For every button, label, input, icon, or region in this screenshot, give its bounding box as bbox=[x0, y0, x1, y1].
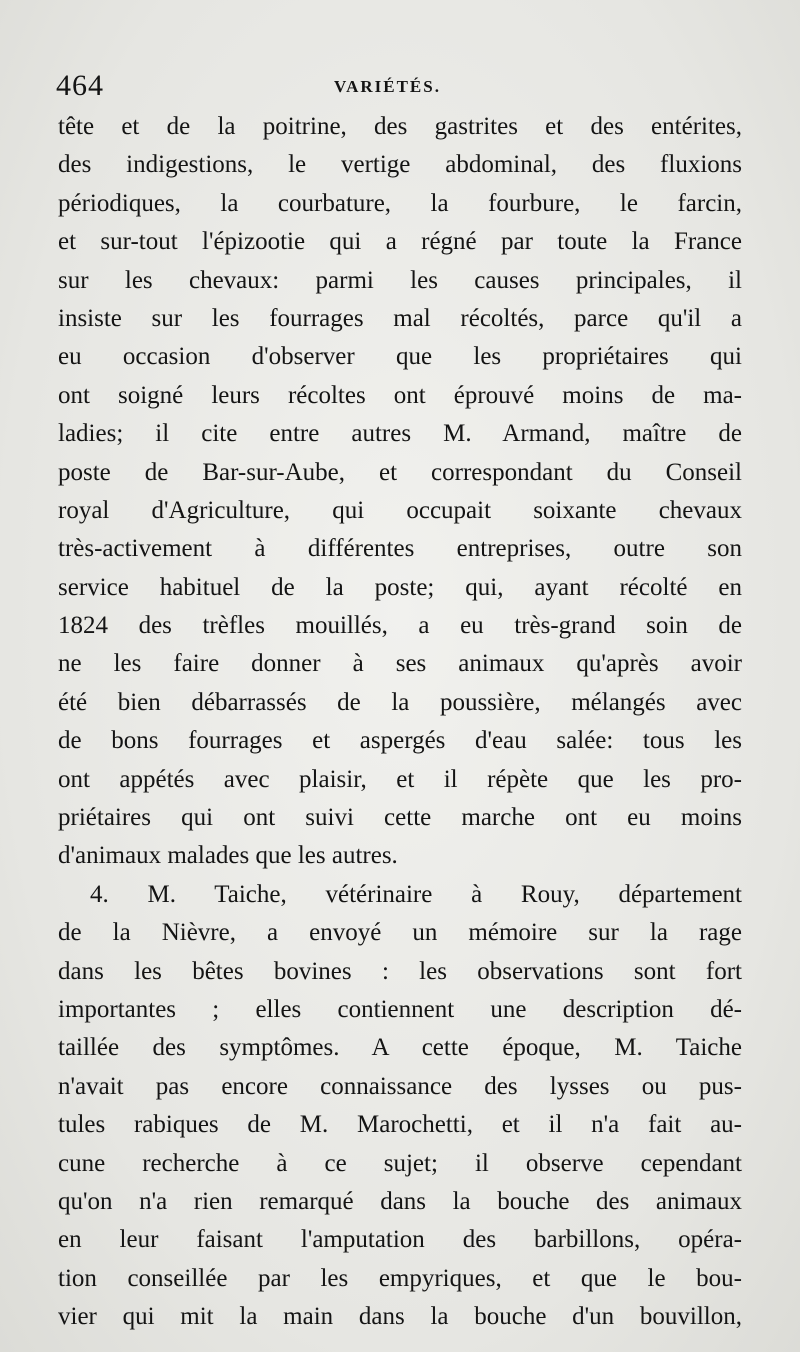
text-line: été bien débarrassés de la poussière, mélangés avec bbox=[58, 688, 742, 716]
text-line: royal d'Agriculture, qui occupait soixante chevaux bbox=[58, 496, 742, 524]
text-line: insiste sur les fourrages mal récoltés, parce qu'il a bbox=[58, 304, 742, 332]
text-line: poste de Bar-sur-Aube, et correspondant du Conseil bbox=[58, 458, 742, 486]
text-line: 1824 des trèfles mouillés, a eu très-grand soin de bbox=[58, 612, 742, 640]
text-line: tules rabiques de M. Marochetti, et il n'a fait au- bbox=[58, 1111, 742, 1139]
text-line: de la Nièvre, a envoyé un mémoire sur la rage bbox=[58, 919, 742, 947]
text-line: importantes ; elles contiennent une description dé- bbox=[58, 995, 742, 1023]
text-line: ladies; il cite entre autres M. Armand, maître de bbox=[58, 420, 742, 448]
text-line: qu'on n'a rien remarqué dans la bouche des animaux bbox=[58, 1187, 742, 1215]
text-line: sur les chevaux: parmi les causes principales, il bbox=[58, 266, 742, 294]
text-line: de bons fourrages et aspergés d'eau salée: tous les bbox=[58, 727, 742, 755]
text-line: eu occasion d'observer que les propriétaires qui bbox=[58, 343, 742, 371]
text-line: taillée des symptômes. A cette époque, M. Taiche bbox=[58, 1034, 742, 1062]
text-line: service habituel de la poste; qui, ayant récolté en bbox=[58, 573, 742, 601]
text-line: tête et de la poitrine, des gastrites et des entérites, bbox=[58, 113, 742, 140]
text-line: ont appétés avec plaisir, et il répète que les pro- bbox=[58, 765, 742, 793]
text-line: et sur-tout l'épizootie qui a régné par toute la France bbox=[58, 228, 742, 256]
running-head: VARIÉTÉS. bbox=[334, 77, 441, 96]
text-line: des indigestions, le vertige abdominal, des fluxions bbox=[58, 151, 742, 179]
paragraph-first-line: 4. M. Taiche, vétérinaire à Rouy, département bbox=[90, 880, 742, 908]
text-line: priétaires qui ont suivi cette marche ont eu moins bbox=[58, 804, 742, 832]
page-header bbox=[56, 66, 746, 106]
text-line: ne les faire donner à ses animaux qu'après avoir bbox=[58, 650, 742, 678]
text-line: périodiques, la courbature, la fourbure, le farcin, bbox=[58, 189, 742, 217]
page-number: 464 bbox=[56, 69, 104, 102]
text-line: dans les bêtes bovines : les observations sont fort bbox=[58, 957, 742, 985]
text-line: très-activement à différentes entreprises, outre son bbox=[58, 535, 742, 563]
text-line: n'avait pas encore connaissance des lysses ou pus- bbox=[58, 1072, 742, 1100]
paragraph-last-line: d'animaux malades que les autres. bbox=[58, 842, 398, 870]
text-line: ont soigné leurs récoltes ont éprouvé moins de ma- bbox=[58, 381, 742, 409]
text-line: vier qui mit la main dans la bouche d'un bouvillon, bbox=[58, 1303, 742, 1331]
body-text bbox=[58, 108, 742, 1337]
text-line: en leur faisant l'amputation des barbillons, opéra- bbox=[58, 1226, 742, 1254]
text-line: cune recherche à ce sujet; il observe cependant bbox=[58, 1149, 742, 1177]
text-line: tion conseillée par les empyriques, et que le bou- bbox=[58, 1264, 742, 1292]
